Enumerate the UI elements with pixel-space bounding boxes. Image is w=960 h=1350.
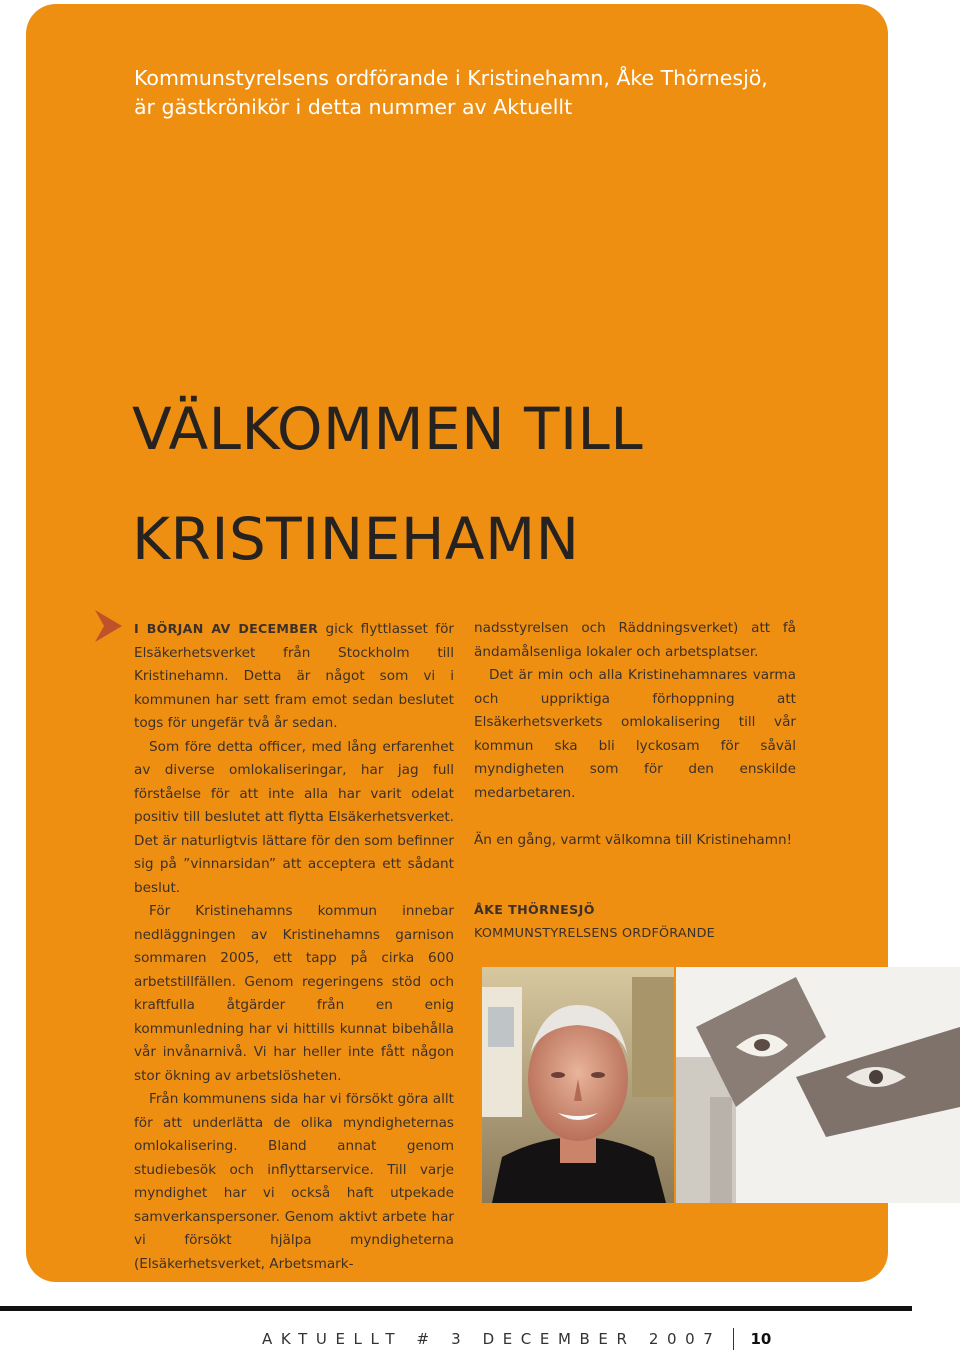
paragraph-3: För Kristinehamns kommun innebar nedläggningen av Kristinehamns garnison sommaren 2005, ett tapp på cirka 600 arbetstillfällen. Genom regeringens stöd och kraftfulla åtgärder från en enig kommunledning har vi hittills kunnat bibehålla vår invånarnivå. Vi har heller inte fått någon stor ökning av arbetslösheten. xyxy=(134,903,454,1084)
paragraph-7: Än en gång, varmt välkomna till Kristinehamn! xyxy=(474,831,793,848)
sculpture-photo xyxy=(676,967,960,1203)
paragraph-1-text: gick flyttlasset för Elsäkerhetsverket från Stockholm till Kristinehamn. Detta är något som vi i kommunen har sett fram emot sedan beslutet togs för ungefär två år sedan. xyxy=(134,621,454,731)
footer-publication: AKTUELLT # 3 DECEMBER 2007 xyxy=(262,1330,722,1348)
footer xyxy=(262,1327,771,1350)
chevron-right-icon xyxy=(93,609,123,643)
signature-title: KOMMUNSTYRELSENS ORDFÖRANDE xyxy=(474,926,715,941)
intro-text xyxy=(134,64,834,122)
paragraph-5: nadsstyrelsen och Räddningsverket) att få ändamålsenliga lokaler och arbetsplatser. xyxy=(474,620,796,660)
footer-rule xyxy=(0,1306,912,1311)
paragraph-2: Som före detta officer, med lång erfarenhet av diverse omlokaliseringar, har jag full förståelse för att inte alla har varit odelat positiv till beslutet att flytta Elsäkerhetsverket. Det är naturligtvis lättare för den som befinner sig på ”vinnarsidan” att acceptera ett sådant beslut. xyxy=(134,738,454,896)
paragraph-4: Från kommunens sida har vi försökt göra allt för att underlätta de olika myndigheternas omlokalisering. Bland annat genom studiebesök och inflyttarservice. Till varje myndighet har vi också haft utpekade samverkanspersoner. Genom aktivt arbete har vi försökt hjälpa myndigheterna (Elsäkerhetsverket, Arbetsmark- xyxy=(134,1091,454,1272)
lead-in: I BÖRJAN AV DECEMBER xyxy=(134,621,319,636)
headline xyxy=(132,395,852,620)
intro-line-2: är gästkrönikör i detta nummer av Aktuellt xyxy=(134,95,573,119)
footer-divider xyxy=(733,1328,734,1350)
headline-line-1: VÄLKOMMEN TILL xyxy=(132,395,644,463)
portrait-photo xyxy=(482,967,674,1203)
paragraph-1 xyxy=(134,617,454,736)
article-column-right xyxy=(474,617,796,852)
signature-name: ÅKE THÖRNESJÖ xyxy=(474,902,595,917)
article-column-left xyxy=(134,617,454,1276)
page-number: 10 xyxy=(750,1330,772,1348)
intro-line-1: Kommunstyrelsens ordförande i Kristinehamn, Åke Thörnesjö, xyxy=(134,66,768,90)
paragraph-6: Det är min och alla Kristinehamnares varma och uppriktiga förhoppning att Elsäkerhetsverkets omlokalisering till vår kommun ska bli lyckosam för såväl myndigheten som för den enskilde medarbetaren. xyxy=(474,667,796,801)
headline-line-2: KRISTINEHAMN xyxy=(132,505,580,573)
